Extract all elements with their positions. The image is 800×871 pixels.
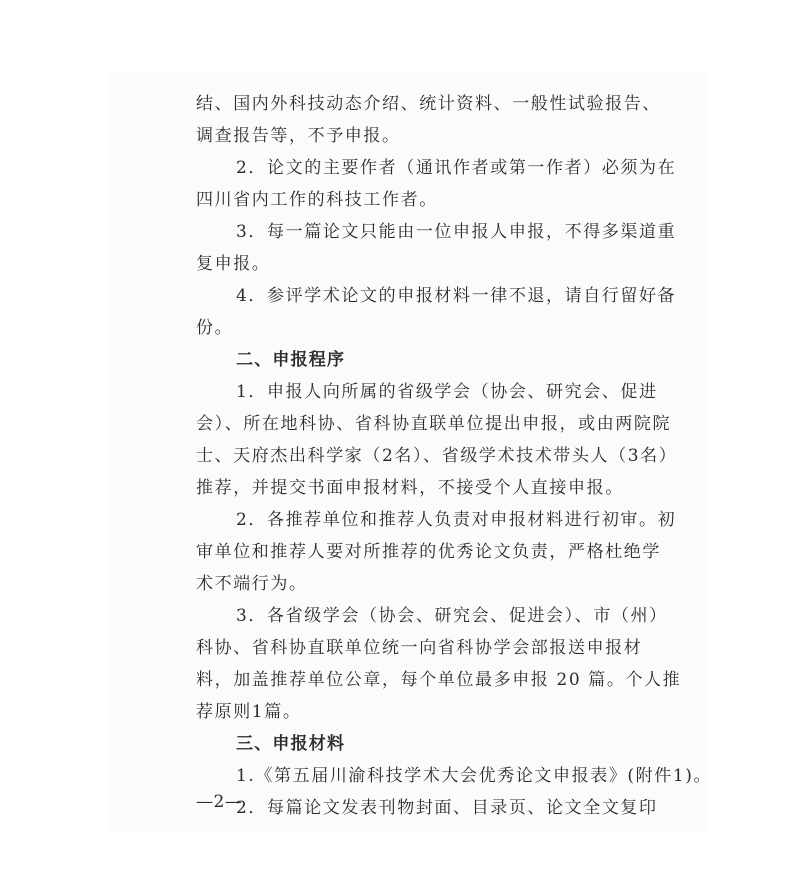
- text-line: 份。: [196, 318, 234, 338]
- text-line: 结、国内外科技动态介绍、统计资料、一般性试验报告、: [196, 94, 661, 114]
- text-line: 4．参评学术论文的申报材料一律不退，请自行留好备: [236, 286, 677, 306]
- text-line: 3．各省级学会（协会、研究会、促进会）、市（州）: [236, 606, 668, 626]
- text-line: 3．每一篇论文只能由一位申报人申报，不得多渠道重: [236, 222, 677, 242]
- section-heading: 二、申报程序: [236, 350, 346, 370]
- text-line: 2．每篇论文发表刊物封面、目录页、论文全文复印: [236, 798, 658, 818]
- text-line: 1.《第五届川渝科技学术大会优秀论文申报表》(附件1)。: [236, 766, 713, 786]
- page-number: —2—: [196, 792, 243, 812]
- text-line: 2．各推荐单位和推荐人负责对申报材料进行初审。初: [236, 510, 677, 530]
- text-line: 料，加盖推荐单位公章，每个单位最多申报 20 篇。个人推: [196, 670, 682, 690]
- text-line: 四川省内工作的科技工作者。: [196, 190, 438, 210]
- text-line: 审单位和推荐人要对所推荐的优秀论文负责，严格杜绝学: [196, 542, 661, 562]
- text-line: 推荐，并提交书面申报材料，不接受个人直接申报。: [196, 478, 624, 498]
- text-line: 2．论文的主要作者（通讯作者或第一作者）必须为在: [236, 158, 677, 178]
- text-line: 会）、所在地科协、省科协直联单位提出申报，或由两院院: [196, 414, 672, 434]
- text-line: 复申报。: [196, 254, 271, 274]
- text-line: 荐原则1篇。: [196, 702, 302, 722]
- document-page: [108, 72, 713, 832]
- section-heading: 三、申报材料: [236, 734, 346, 754]
- text-line: 士、天府杰出科学家（2名）、省级学术技术带头人（3名）: [196, 446, 678, 466]
- text-line: 科协、省科协直联单位统一向省科协学会部报送申报材: [196, 638, 643, 658]
- text-line: 术不端行为。: [196, 574, 308, 594]
- text-line: 调查报告等，不予申报。: [196, 126, 401, 146]
- text-line: 1．申报人向所属的省级学会（协会、研究会、促进: [236, 382, 658, 402]
